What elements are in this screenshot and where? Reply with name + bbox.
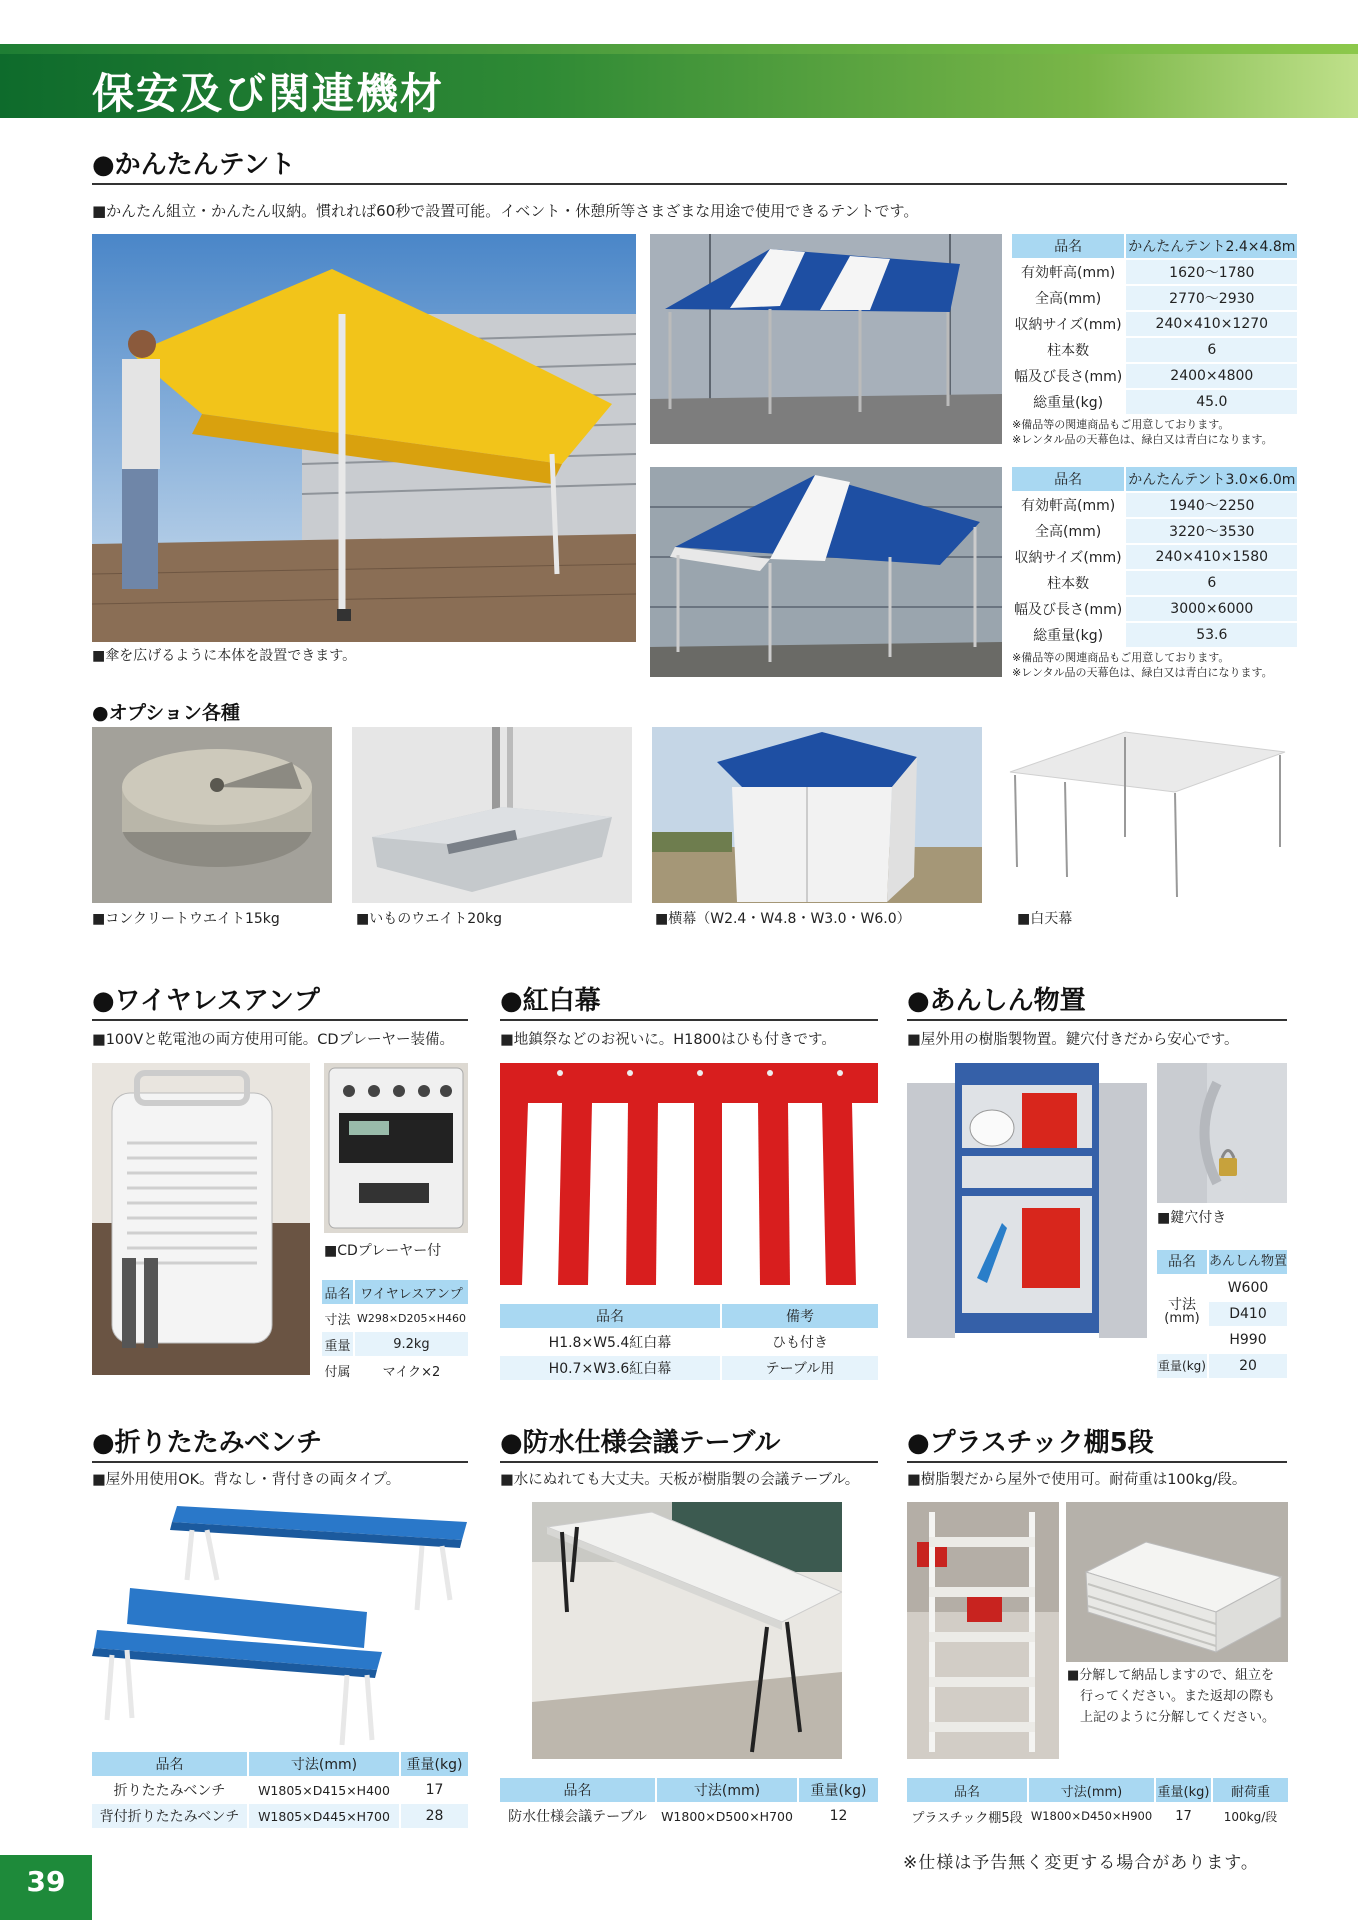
concrete-weight-photo <box>92 727 332 903</box>
tent-spec-table-2 <box>1010 465 1299 649</box>
shelf-photo <box>907 1502 1059 1759</box>
imono-weight-photo <box>352 727 632 903</box>
option-caption: ■横幕（W2.4・W4.8・W3.0・W6.0） <box>655 911 911 927</box>
option-caption: ■いものウエイト20kg <box>356 911 503 927</box>
footer-note: ※仕様は予告無く変更する場合があります。 <box>903 1853 1259 1873</box>
shelf-description: ■樹脂製だから屋外で使用可。耐荷重は100kg/段。 <box>907 1472 1247 1488</box>
spec-label: 寸法 <box>322 1306 353 1330</box>
table-header: 寸法(mm) <box>249 1752 399 1776</box>
options-heading: ●オプション各種 <box>92 702 240 724</box>
table-cell: 12 <box>829 1808 848 1824</box>
spec-label: 収納サイズ(mm) <box>1012 545 1124 569</box>
amp-description: ■100Vと乾電池の両方使用可能。CDプレーヤー装備。 <box>92 1032 455 1048</box>
spec-label: 有効軒高(mm) <box>1012 493 1124 517</box>
shelf-note-line: ■分解して納品しますので、組立を <box>1067 1668 1275 1683</box>
table-header: 品名 <box>500 1304 720 1328</box>
spec-label: 総重量(kg) <box>1012 623 1124 647</box>
spec-value: 240×410×1270 <box>1126 312 1297 336</box>
storage-description: ■屋外用の樹脂製物置。鍵穴付きだから安心です。 <box>907 1032 1239 1048</box>
table-cell: 17 <box>1175 1808 1192 1824</box>
table-cell: W1805×D445×H700 <box>249 1804 399 1828</box>
spec-value: 1940～2250 <box>1126 493 1297 517</box>
spec-value: 240×410×1580 <box>1126 545 1297 569</box>
header-top-line <box>0 44 1358 54</box>
spec-label: 収納サイズ(mm) <box>1012 312 1124 336</box>
spec-label: 柱本数 <box>1012 338 1124 362</box>
shelf-note-line: 行ってください。また返却の際も <box>1080 1689 1276 1704</box>
tent-note-2b: ※レンタル品の天幕色は、緑白又は青白になります。 <box>1012 666 1273 679</box>
table-cell: 背付折りたたみベンチ <box>92 1804 247 1828</box>
table-description: ■水にぬれても大丈夫。天板が樹脂製の会議テーブル。 <box>500 1472 860 1488</box>
spec-value: 2770～2930 <box>1126 286 1297 310</box>
tent-main-photo <box>92 234 636 642</box>
lock-photo <box>1157 1063 1287 1203</box>
kouhaku-heading: ●紅白幕 <box>500 980 878 1021</box>
spec-value: 45.0 <box>1126 390 1297 414</box>
spec-value: かんたんテント3.0×6.0m <box>1126 467 1297 491</box>
tent-spec-table-1 <box>1010 232 1299 416</box>
storage-w: W600 <box>1227 1280 1269 1296</box>
spec-value: マイク×2 <box>355 1358 468 1382</box>
kouhaku-description: ■地鎮祭などのお祝いに。H1800はひも付きです。 <box>500 1032 836 1048</box>
lock-caption: ■鍵穴付き <box>1157 1210 1227 1226</box>
spec-label: 柱本数 <box>1012 571 1124 595</box>
amp-heading: ●ワイヤレスアンプ <box>92 980 468 1021</box>
table-header: 寸法(mm) <box>1029 1778 1154 1802</box>
spec-value: 6 <box>1126 571 1297 595</box>
bench-description: ■屋外用使用OK。背なし・背付きの両タイプ。 <box>92 1472 401 1488</box>
white-canopy-photo <box>1005 727 1290 903</box>
cd-player-photo <box>324 1063 468 1233</box>
table-header: 品名 <box>500 1778 655 1802</box>
table-header: 耐荷重 <box>1213 1778 1288 1802</box>
tent-photo-3 <box>650 467 1002 677</box>
spec-value: W298×D205×H460 <box>355 1306 468 1330</box>
spec-label: 有効軒高(mm) <box>1012 260 1124 284</box>
option-caption: ■コンクリートウエイト15kg <box>92 911 280 927</box>
tent-photo-caption: ■傘を広げるように本体を設置できます。 <box>92 648 357 664</box>
table-cell: W1800×D500×H700 <box>661 1808 793 1824</box>
spec-label: 重量 <box>322 1332 353 1356</box>
page-number: 39 <box>26 1865 66 1898</box>
table-cell: ひも付き <box>772 1335 828 1351</box>
table-cell: 17 <box>425 1782 444 1798</box>
storage-spec-table <box>1157 1250 1287 1382</box>
spec-value: 2400×4800 <box>1126 364 1297 388</box>
table-cell: W1800×D450×H900 <box>1030 1809 1153 1823</box>
table-cell: テーブル用 <box>722 1356 878 1380</box>
storage-heading: ●あんしん物置 <box>907 980 1287 1021</box>
spec-value: 53.6 <box>1126 623 1297 647</box>
storage-name-label: 品名 <box>1157 1250 1207 1274</box>
spec-value: 1620～1780 <box>1126 260 1297 284</box>
table-cell: 100kg/段 <box>1223 1809 1278 1824</box>
table-header: 重量(kg) <box>1156 1778 1211 1802</box>
spec-value: 6 <box>1126 338 1297 362</box>
table-cell: 防水仕様会議テーブル <box>508 1809 647 1825</box>
spec-label: 品名 <box>1012 234 1124 258</box>
spec-label: 総重量(kg) <box>1012 390 1124 414</box>
storage-h: H990 <box>1229 1332 1267 1348</box>
amp-photo <box>92 1063 310 1375</box>
amp-spec-table <box>320 1278 470 1384</box>
kouhaku-table <box>498 1302 880 1382</box>
storage-weight-value: 20 <box>1209 1354 1287 1378</box>
table-header: 重量(kg) <box>799 1778 878 1802</box>
tent-description: ■かんたん組立・かんたん収納。慣れれば60秒で設置可能。イベント・休憩所等さまざまな用途で使用できるテントです。 <box>92 202 919 220</box>
table-header: 品名 <box>92 1752 247 1776</box>
spec-value: ワイヤレスアンプ <box>355 1280 468 1304</box>
spec-value: 3220～3530 <box>1126 519 1297 543</box>
spec-label: 全高(mm) <box>1012 286 1124 310</box>
bench-photo <box>92 1500 468 1750</box>
shelf-disassembled-photo <box>1066 1502 1288 1662</box>
table-header: 備考 <box>722 1304 878 1328</box>
spec-label: 品名 <box>322 1280 353 1304</box>
table-cell: 折りたたみベンチ <box>113 1783 226 1799</box>
table-cell: H0.7×W3.6紅白幕 <box>500 1356 720 1380</box>
meeting-table-table <box>498 1776 880 1830</box>
shelf-table <box>905 1776 1290 1830</box>
cd-player-caption: ■CDプレーヤー付 <box>324 1243 442 1259</box>
shelf-note-line: 上記のように分解してください。 <box>1080 1710 1276 1725</box>
shelf-heading: ●プラスチック棚5段 <box>907 1422 1287 1463</box>
spec-label: 幅及び長さ(mm) <box>1012 597 1124 621</box>
option-caption: ■白天幕 <box>1017 911 1073 927</box>
storage-weight-label: 重量(kg) <box>1157 1354 1207 1378</box>
storage-photo <box>907 1063 1147 1356</box>
storage-name-value: あんしん物置 <box>1209 1250 1287 1274</box>
table-header: 品名 <box>907 1778 1027 1802</box>
storage-size-label-2: (mm) <box>1164 1311 1200 1326</box>
storage-d: D410 <box>1209 1302 1287 1326</box>
side-curtain-photo <box>652 727 982 903</box>
tent-note-1b: ※レンタル品の天幕色は、緑白又は青白になります。 <box>1012 433 1273 446</box>
storage-size-label-1: 寸法 <box>1168 1297 1196 1313</box>
table-cell: プラスチック棚5段 <box>911 1810 1023 1826</box>
spec-value: かんたんテント2.4×4.8m <box>1126 234 1297 258</box>
table-cell: H1.8×W5.4紅白幕 <box>548 1335 672 1351</box>
spec-label: 幅及び長さ(mm) <box>1012 364 1124 388</box>
bench-heading: ●折りたたみベンチ <box>92 1422 468 1463</box>
table-cell: 28 <box>401 1804 468 1828</box>
table-header: 寸法(mm) <box>657 1778 797 1802</box>
table-header: 重量(kg) <box>401 1752 468 1776</box>
bench-table <box>90 1750 470 1830</box>
page-title: 保安及び関連機材 <box>92 69 445 118</box>
table-cell: W1805×D415×H400 <box>258 1782 390 1798</box>
spec-label: 全高(mm) <box>1012 519 1124 543</box>
spec-label: 付属 <box>322 1358 353 1382</box>
spec-value: 3000×6000 <box>1126 597 1297 621</box>
tent-heading: ●かんたんテント <box>92 144 1287 185</box>
tent-photo-2 <box>650 234 1002 444</box>
meeting-table-photo <box>532 1502 842 1759</box>
spec-value: 9.2kg <box>355 1332 468 1356</box>
kouhaku-photo <box>500 1063 878 1285</box>
tent-note-2a: ※備品等の関連商品もご用意しております。 <box>1012 651 1230 664</box>
table-heading: ●防水仕様会議テーブル <box>500 1422 878 1463</box>
spec-label: 品名 <box>1012 467 1124 491</box>
tent-note-1a: ※備品等の関連商品もご用意しております。 <box>1012 418 1230 431</box>
